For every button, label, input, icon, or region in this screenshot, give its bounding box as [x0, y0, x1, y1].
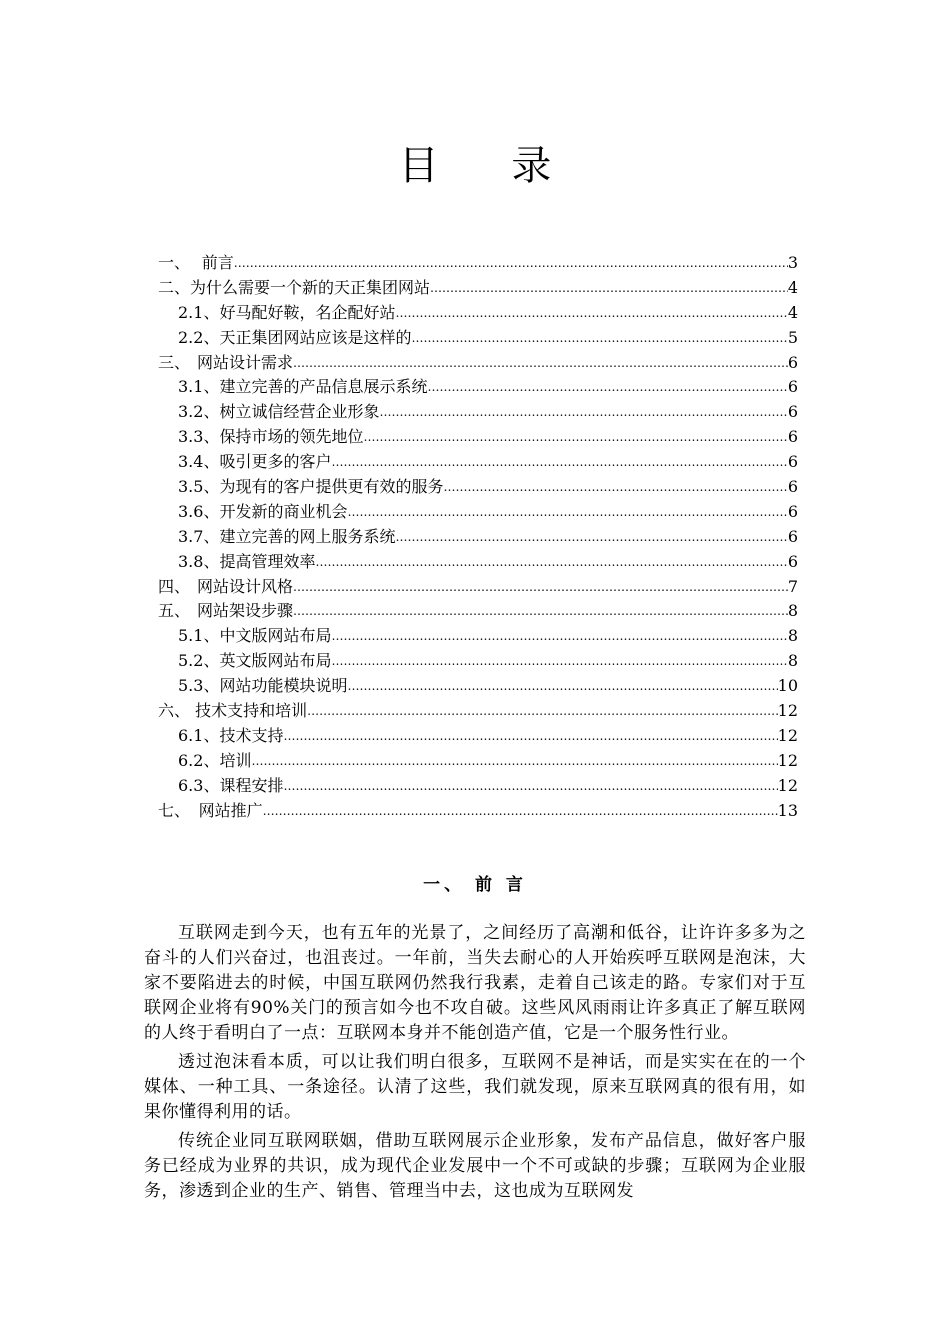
table-of-contents	[158, 251, 798, 823]
toc-entry-number: 一、	[158, 253, 191, 272]
toc-entry[interactable]	[158, 301, 798, 326]
toc-dot-leader	[347, 674, 777, 699]
toc-entry-label: 3.6、开发新的商业机会	[178, 501, 348, 521]
toc-entry[interactable]	[158, 649, 798, 674]
toc-entry-page-number: 13	[777, 800, 798, 820]
toc-entry-label: 网站推广	[198, 800, 263, 820]
toc-entry-page-number: 12	[777, 725, 798, 745]
toc-entry-label: 5.2、英文版网站布局	[178, 651, 332, 671]
toc-dot-leader	[234, 251, 788, 276]
toc-entry-label: 6.1、技术支持	[178, 725, 284, 745]
toc-entry[interactable]	[158, 774, 798, 799]
toc-dot-leader	[331, 624, 787, 649]
toc-entry[interactable]	[158, 624, 798, 649]
toc-entry[interactable]	[158, 500, 798, 525]
toc-entry[interactable]	[158, 425, 798, 450]
toc-entry-page-number: 10	[777, 676, 798, 696]
toc-entry[interactable]	[158, 550, 798, 575]
toc-entry-page-number: 5	[787, 327, 798, 347]
toc-dot-leader	[283, 774, 777, 799]
toc-entry-page-number: 12	[777, 775, 798, 795]
toc-dot-leader	[427, 375, 787, 400]
toc-entry[interactable]	[158, 599, 798, 624]
body-paragraph: 传统企业同互联网联姻，借助互联网展示企业形象，发布产品信息，做好客户服务已经成为业界的共识，成为现代企业发展中一个不可或缺的步骤；互联网为企业服务，渗透到企业的生产、销售、管理当中去，这也成为互联网发	[144, 1131, 806, 1201]
toc-entry-label: 3.2、树立诚信经营企业形象	[178, 402, 380, 422]
toc-dot-leader	[347, 500, 787, 525]
toc-entry-label: 为什么需要一个新的天正集团网站	[190, 277, 431, 297]
toc-entry-number: 六、	[158, 701, 191, 721]
toc-dot-leader	[395, 525, 787, 550]
toc-entry[interactable]	[158, 525, 798, 550]
toc-entry[interactable]	[158, 674, 798, 699]
toc-entry-label: 6.3、课程安排	[178, 775, 284, 795]
toc-entry-page-number: 6	[787, 427, 798, 447]
toc-entry[interactable]	[158, 326, 798, 351]
body-paragraph: 互联网走到今天，也有五年的光景了，之间经历了高潮和低谷，让许许多多为之奋斗的人们兴奋过，也沮丧过。一年前，当失去耐心的人开始疾呼互联网是泡沫，大家不要陷进去的时候，中国互联网仍然我行我素，走着自己该走的路。专家们对于互联网企业将有90%关门的预言如今也不攻自破。这些风风雨雨让许多真正了解互联网的人终于看明白了一点：互联网本身并不能创造产值，它是一个服务性行业。	[144, 923, 806, 1043]
toc-dot-leader	[411, 326, 787, 351]
toc-dot-leader	[307, 699, 778, 724]
toc-entry[interactable]	[158, 351, 798, 376]
toc-entry-page-number: 8	[787, 651, 798, 671]
toc-entry-page-number: 8	[787, 601, 798, 621]
toc-entry-page-number: 4	[787, 277, 798, 297]
toc-entry-label: 技术支持和培训	[195, 701, 308, 721]
toc-entry-label: 3.3、保持市场的领先地位	[178, 427, 364, 447]
toc-dot-leader	[363, 425, 787, 450]
toc-entry-number: 二、	[158, 277, 191, 297]
toc-entry-page-number: 3	[787, 253, 798, 272]
toc-entry-number: 三、	[158, 352, 191, 372]
toc-entry-label: 2.1、好马配好鞍，名企配好站	[178, 302, 396, 322]
toc-entry[interactable]	[158, 699, 798, 724]
toc-entry[interactable]	[158, 251, 798, 276]
toc-dot-leader	[443, 475, 787, 500]
toc-entry-page-number: 6	[787, 501, 798, 521]
toc-entry-page-number: 6	[787, 551, 798, 571]
toc-entry-page-number: 4	[787, 302, 798, 322]
toc-entry-page-number: 6	[787, 377, 798, 397]
toc-entry-page-number: 6	[787, 526, 798, 546]
toc-dot-leader	[293, 599, 788, 624]
toc-entry-page-number: 6	[787, 452, 798, 472]
toc-entry[interactable]	[158, 375, 798, 400]
toc-entry[interactable]	[158, 724, 798, 749]
toc-entry-label: 5.3、网站功能模块说明	[178, 676, 348, 696]
toc-entry[interactable]	[158, 799, 798, 824]
toc-dot-leader	[293, 575, 788, 600]
toc-entry-label: 网站设计需求	[197, 352, 294, 372]
toc-entry-label: 3.1、建立完善的产品信息展示系统	[178, 377, 428, 397]
toc-entry-label: 3.8、提高管理效率	[178, 551, 316, 571]
toc-entry-label: 前言	[201, 253, 234, 272]
toc-entry[interactable]	[158, 475, 798, 500]
toc-entry-number: 四、	[158, 576, 191, 596]
toc-entry-number: 七、	[158, 800, 191, 820]
toc-entry-label: 5.1、中文版网站布局	[178, 626, 332, 646]
body-paragraph: 透过泡沫看本质，可以让我们明白很多，互联网不是神话，而是实实在在的一个媒体、一种工具、一条途径。认清了这些，我们就发现，原来互联网真的很有用，如果你懂得利用的话。	[144, 1052, 806, 1122]
toc-dot-leader	[379, 400, 787, 425]
toc-entry[interactable]	[158, 276, 798, 301]
toc-dot-leader	[331, 649, 787, 674]
toc-dot-leader	[395, 301, 787, 326]
toc-title: 目 录	[398, 143, 582, 189]
toc-dot-leader	[263, 799, 778, 824]
toc-dot-leader	[315, 550, 787, 575]
toc-entry-label: 3.4、吸引更多的客户	[178, 452, 332, 472]
toc-dot-leader	[251, 749, 777, 774]
toc-entry-label: 网站架设步骤	[197, 601, 294, 621]
toc-entry[interactable]	[158, 400, 798, 425]
toc-entry-page-number: 6	[787, 402, 798, 422]
toc-entry-label: 网站设计风格	[197, 576, 294, 596]
toc-dot-leader	[430, 276, 788, 301]
toc-entry-label: 3.5、为现有的客户提供更有效的服务	[178, 477, 444, 497]
toc-entry-page-number: 12	[777, 701, 798, 721]
toc-entry-page-number: 12	[777, 750, 798, 770]
toc-entry-label: 2.2、天正集团网站应该是这样的	[178, 327, 412, 347]
toc-entry-label: 3.7、建立完善的网上服务系统	[178, 526, 396, 546]
toc-entry-page-number: 6	[787, 352, 798, 372]
toc-entry-label: 6.2、培训	[178, 750, 252, 770]
toc-entry-page-number: 7	[787, 576, 798, 596]
toc-entry[interactable]	[158, 450, 798, 475]
toc-dot-leader	[331, 450, 787, 475]
toc-entry[interactable]	[158, 575, 798, 600]
toc-entry-page-number: 6	[787, 477, 798, 497]
section-body	[144, 921, 806, 1208]
toc-entry[interactable]	[158, 749, 798, 774]
toc-dot-leader	[283, 724, 777, 749]
section-heading: 一、 前 言	[423, 875, 527, 895]
toc-dot-leader	[293, 351, 788, 376]
toc-entry-number: 五、	[158, 601, 191, 621]
toc-entry-page-number: 8	[787, 626, 798, 646]
